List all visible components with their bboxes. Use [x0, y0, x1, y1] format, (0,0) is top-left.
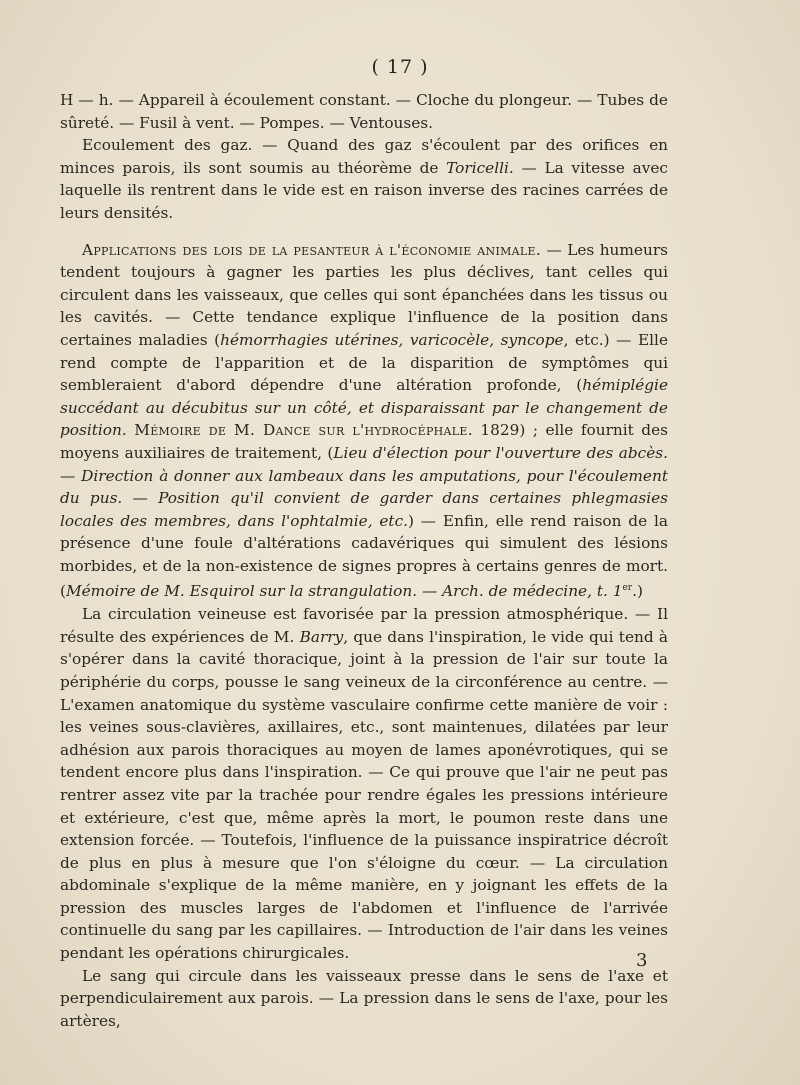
page-number: ( 17 ) — [371, 56, 429, 78]
text-segment: hémiplégie succédant au décubitus sur un côté, et disparaissant par le changement de position — [60, 376, 668, 440]
paragraph-p4 — [60, 603, 668, 965]
text-segment: H — h. — Appareil à écoulement constant. — Cloche du plongeur. — Tubes de sûreté. — Fusil à vent. — Pompes. — Ventouses. — [60, 91, 668, 132]
text-segment: Toricelli — [446, 158, 509, 177]
text-segment: er — [622, 583, 633, 594]
paragraph-p2 — [60, 134, 668, 224]
text-segment: , que dans l'inspiration, le vide qui tend à s'opérer dans la cavité thoracique, joint à la pression de l'air sur toute la périphérie du corps, pousse le sang veineux de la circonférence au centre. — L'examen anatomique du système vasculaire confirme cette manière de voir : les veines sous-clavières, axillaires, etc., sont maintenues, dilatées par leur adhésion aux parois thoraciques au moyen de lames aponévrotiques, qui se tendent encore plus dans l'inspiration. — Ce qui prouve que l'air ne peut pas rentrer assez vite par la trachée pour rendre égales les pressions intérieure et extérieure, c'est que, même après la mort, le poumon reste dans une extension forcée. — Toutefois, l'influence de la puissance inspiratrice décroît de plus en plus à mesure que l'on s'éloigne du cœur. — La circulation abdominale s'explique de la même manière, en y joignant les effets de la pression des muscles larges de l'abdomen et l'influence de l'arrivée continuelle du sang par les capillaires. — Introduction de l'air dans les veines pendant les opérations chirurgicales. — [60, 627, 669, 963]
text-segment: .) — [632, 582, 643, 601]
text-segment: Mémoire de M. Dance sur l'hydrocéphale. — [134, 421, 473, 440]
paragraph-p3 — [60, 239, 668, 604]
text-segment: Applications des lois de la pesanteur à l'économie animale. — [82, 240, 542, 259]
text-segment: Le sang qui circule dans les vaisseaux presse dans le sens de l'axe et perpendiculairement aux parois. — La pression dans le sens de l'axe, pour les artères, — [60, 966, 668, 1030]
signature-mark: 3 — [636, 950, 648, 971]
text-segment: Barry — [299, 627, 344, 646]
text-segment: . — [121, 421, 135, 440]
text-segment: Ecoulement des gaz. — Quand des gaz s'écoulent par des orifices en minces parois, ils sont soumis au théorème de — [60, 136, 668, 177]
text-segment: ) — Enfin, elle rend raison de la présence d'une foule d'altérations cadavériques qui simulent des lésions morbides, et de la non-existence de signes propres à certains genres de mort. ( — [60, 511, 668, 601]
text-segment: hémorrhagies utérines, varicocèle, syncope — [220, 330, 564, 349]
paragraph-p5 — [60, 965, 668, 1033]
text-segment: . — La vitesse avec laquelle ils rentrent dans le vide est en raison inverse des racines carrées de leurs densités. — [60, 158, 668, 222]
page-body — [60, 89, 668, 1032]
text-segment: Mémoire de M. Esquirol sur la strangulation. — Arch. de médecine, t. 1 — [65, 582, 623, 601]
text-segment: La circulation veineuse est favorisée par la pression atmosphérique. — Il résulte des expériences de M. — [60, 605, 668, 646]
paragraph-p1 — [60, 89, 668, 134]
text-segment: — Les humeurs tendent toujours à gagner les parties les plus déclives, tant celles qui circulent dans les vaisseaux, que celles qui sont épanchées dans les tissus ou les cavités. — Cette tendance explique l'influence de la position dans certaines maladies ( — [60, 240, 668, 349]
text-segment: 1829) ; elle fournit des moyens auxiliaires de traitement, ( — [60, 421, 668, 462]
text-segment: , etc.) — Elle rend compte de l'apparition et de la disparition de symptômes qui sembleraient d'abord dépendre d'une altération profonde, ( — [60, 330, 668, 395]
text-segment: Lieu d'élection pour l'ouverture des abcès. — Direction à donner aux lambeaux dans les amputations, pour l'écoulement du pus. — Position qu'il convient de garder dans certaines phlegmasies locales des membres, dans l'ophtalmie, etc. — [60, 443, 668, 530]
